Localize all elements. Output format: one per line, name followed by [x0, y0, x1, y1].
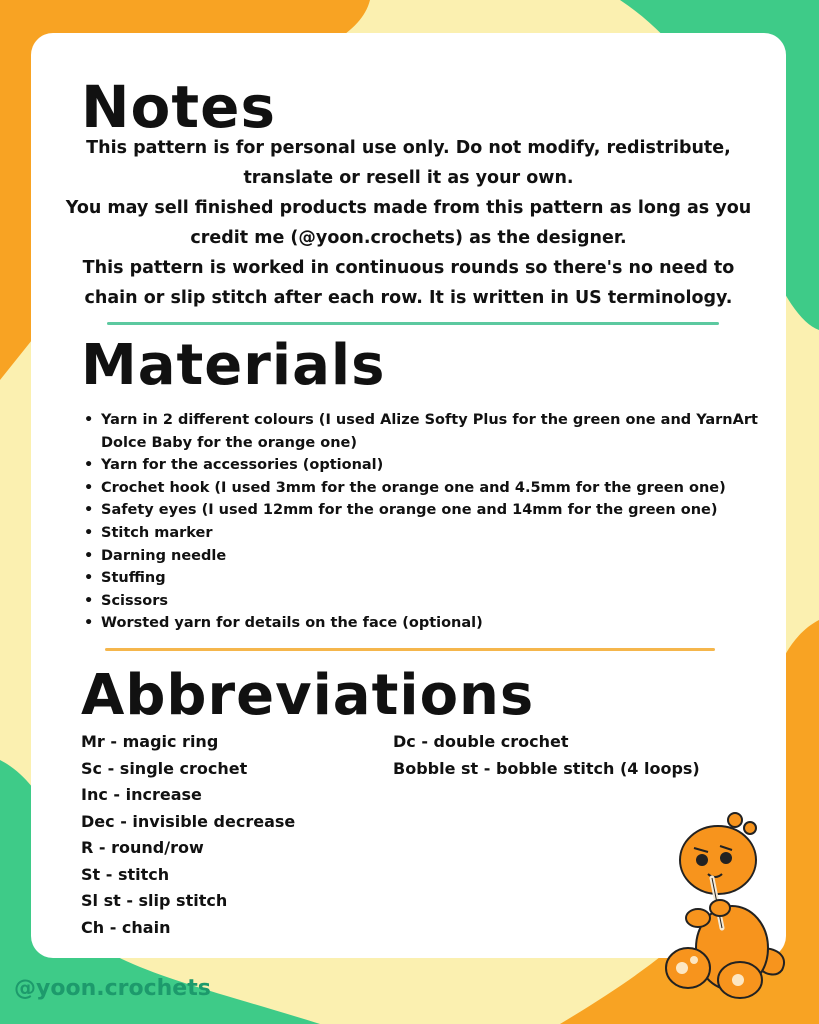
abbreviation-item: R - round/row [81, 838, 204, 857]
abbreviations-title: Abbreviations [81, 663, 535, 728]
material-item: • Safety eyes (I used 12mm for the orange one and 14mm for the green one) [101, 499, 791, 522]
material-item: • Scissors [101, 590, 791, 613]
abbreviation-item: Dec - invisible decrease [81, 811, 296, 831]
abbreviation-item: Dc - double crochet [393, 732, 569, 751]
abbreviation-item: Inc - increase [81, 785, 202, 804]
materials-title: Materials [81, 333, 386, 398]
footer-handle: @yoon.crochets [14, 976, 211, 1001]
notes-paragraph: This pattern is worked in continuous rounds so there's no need to chain or slip stitch after each row. It is written in US terminology. [82, 258, 735, 308]
material-item: • Worsted yarn for details on the face (optional) [101, 612, 791, 635]
material-item: • Yarn for the accessories (optional) [101, 454, 791, 477]
abbreviation-item: St - stitch [81, 864, 170, 884]
divider-orange [105, 648, 715, 651]
notes-paragraph: This pattern is for personal use only. Do not modify, redistribute, translate or resell it as your own. [86, 138, 731, 188]
divider-green [107, 322, 719, 325]
material-item: • Crochet hook (I used 3mm for the orange one and 4.5mm for the green one) [101, 477, 791, 500]
abbreviation-item: Mr - magic ring [81, 732, 219, 751]
abbreviation-item: Sc - single crochet [81, 758, 248, 778]
notes-title: Notes [81, 73, 276, 141]
abbreviations-left-column [81, 729, 295, 941]
abbreviation-item: Sl st - slip stitch [81, 891, 228, 910]
material-item: • Darning needle [101, 545, 791, 568]
abbreviation-item: Bobble st - bobble stitch (4 loops) [393, 758, 700, 778]
material-item: • Stuffing [101, 567, 791, 590]
material-item: • Stitch marker [101, 522, 791, 545]
notes-paragraph: You may sell finished products made from this pattern as long as you credit me (@yoon.crochets) as the designer. [65, 198, 752, 248]
abbreviation-item: Ch - chain [81, 917, 171, 937]
material-item: • Yarn in 2 different colours (I used Alize Softy Plus for the green one and YarnArt Dolce Baby for the orange one) [101, 409, 791, 454]
materials-list [81, 409, 791, 635]
notes-text [61, 133, 756, 313]
abbreviations-right-column [393, 729, 700, 782]
orange-dinosaur-mascot-icon [660, 808, 795, 1003]
